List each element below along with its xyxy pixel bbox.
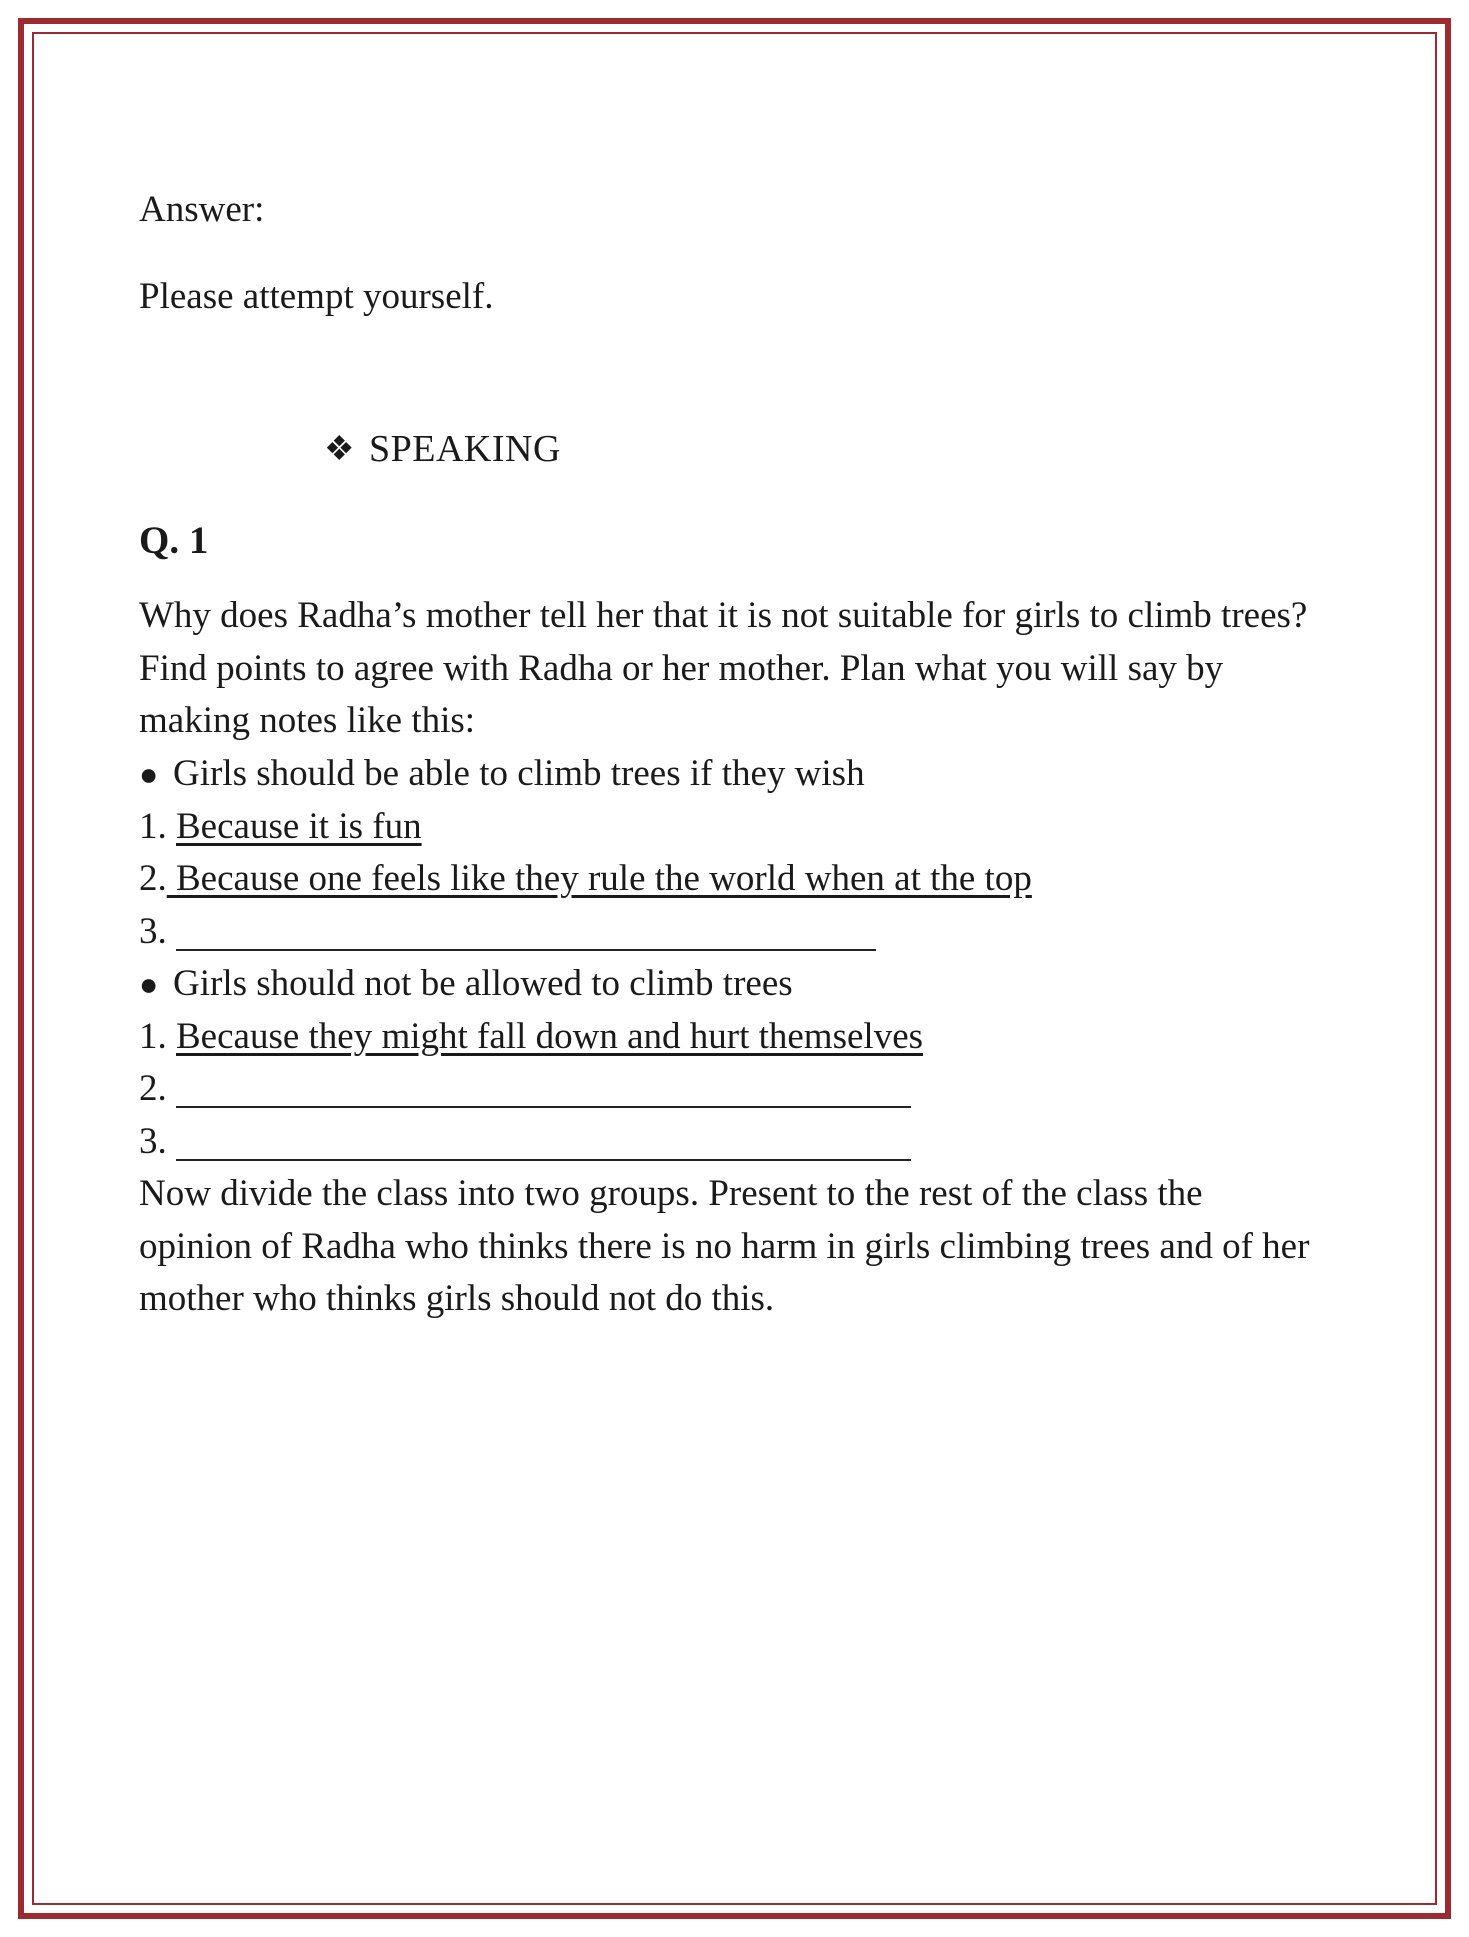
item-number: 1. [139, 1015, 167, 1057]
list-item [139, 1011, 1315, 1064]
item-number: 3. [139, 910, 167, 952]
item-number: 2. [139, 1068, 167, 1110]
group-heading-label: Girls should not be allowed to climb trees [173, 963, 793, 1005]
list-item [139, 906, 1315, 959]
item-answer[interactable]: Because they might fall down and hurt themselves [176, 1015, 924, 1057]
page-border-outer [18, 18, 1451, 1919]
page-content [34, 34, 1435, 1326]
list-item [139, 853, 1315, 906]
answer-label: Answer: [139, 189, 265, 230]
section-heading [139, 423, 1315, 477]
question-number: Q. 1 [139, 519, 209, 563]
list-item [139, 1063, 1315, 1116]
list-item [139, 1116, 1315, 1169]
group-heading [139, 958, 1315, 1011]
answer-blank-line[interactable] [176, 1121, 911, 1161]
item-answer[interactable]: Because one feels like they rule the world when at the top [176, 858, 1032, 900]
item-number: 2. [139, 858, 167, 900]
answer-text: Please attempt yourself. [139, 275, 494, 317]
diamond-bullet-icon: ❖ [324, 431, 355, 469]
question-text: Why does Radha’s mother tell her that it is not suitable for girls to climb trees? Find points to agree with Radha or her mother. Plan what you will say by making notes like this: [139, 595, 1308, 742]
item-number: 3. [139, 1120, 167, 1162]
page-border-inner [32, 32, 1437, 1905]
answer-blank-line[interactable] [176, 1068, 911, 1108]
group-heading-label: Girls should be able to climb trees if they wish [173, 752, 865, 794]
bullet-dot-icon: ● [139, 966, 159, 1003]
bullet-dot-icon: ● [139, 755, 159, 792]
list-item [139, 801, 1315, 854]
section-heading-label: SPEAKING [368, 428, 561, 471]
item-number: 1. [139, 805, 167, 847]
group-heading [139, 748, 1315, 801]
item-answer[interactable]: Because it is fun [176, 805, 422, 847]
closing-paragraph: Now divide the class into two groups. Present to the rest of the class the opinion of Radha who thinks there is no harm in girls climbing trees and of her mother who thinks girls should not do this. [139, 1173, 1310, 1320]
answer-blank-line[interactable] [176, 911, 876, 951]
